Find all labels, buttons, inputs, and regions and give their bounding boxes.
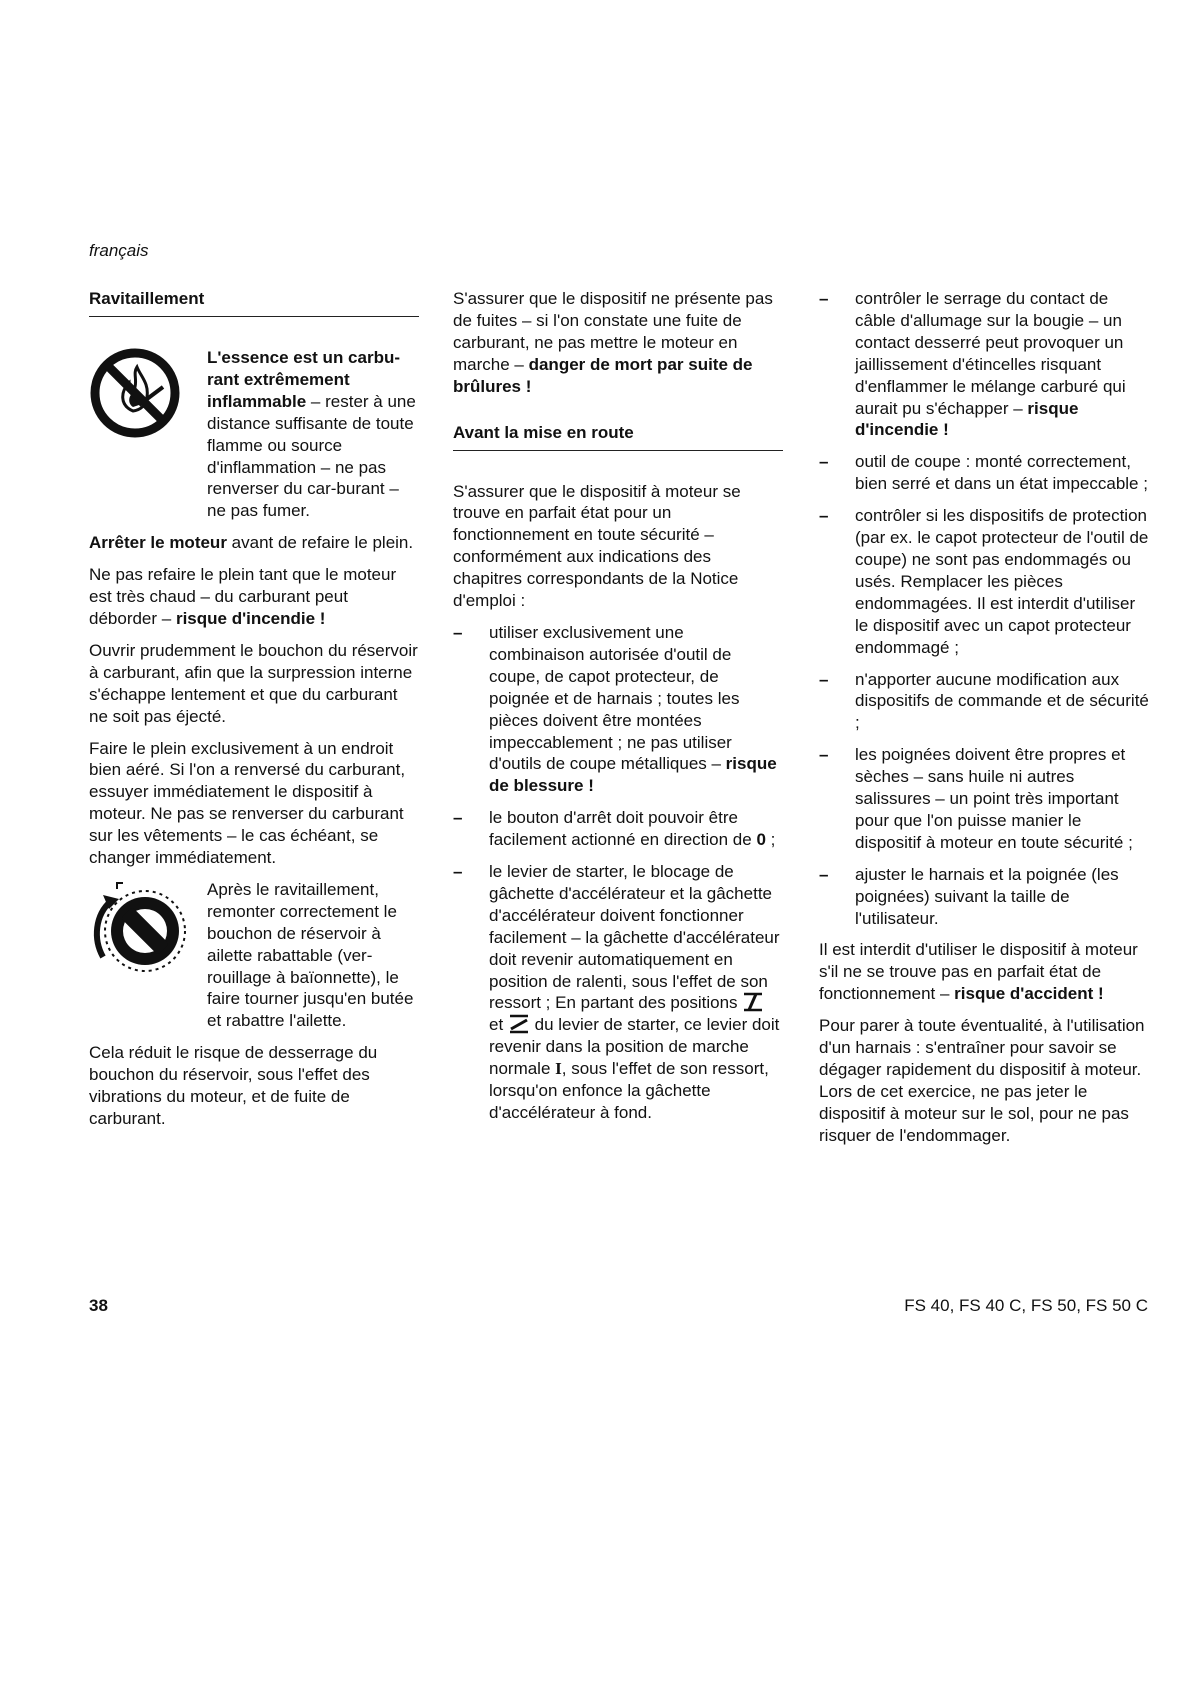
warning-text: – rester à une distance suffisante de toute flamme ou source d'inflammation – ne pas renverser du car-burant – ne pas fumer. — [207, 391, 416, 521]
stop-engine-paragraph — [89, 532, 419, 554]
tank-cap-instruction — [89, 879, 419, 1032]
accident-risk-bold: risque d'accident ! — [954, 984, 1104, 1004]
open-cap-paragraph: Ouvrir prudemment le bouchon du réservoir à carburant, afin que la surpression interne s'échappe lentement et que du carburant ne soit pas éjecté. — [89, 640, 418, 726]
column-3 — [819, 288, 1149, 1157]
list-item-text: et — [489, 1015, 508, 1035]
list-item: – contrôler si les dispositifs de protection (par ex. le capot protecteur de l'outil de coupe) ne sont pas endommagés ou usés. Remplacer les pièces endommagées. Il est interdit d'utiliser le dispositif avec un capot protecteur endommagé ; — [819, 505, 1149, 658]
list-item — [453, 807, 783, 851]
safe-condition-paragraph: S'assurer que le dispositif à moteur se trouve en parfait état pour un fonctionnement en toute sécurité – conformément aux indications des chapitres correspondants de la Notice d'emploi : — [453, 481, 741, 611]
list-item-text: contrôler le serrage du contact de câble d'allumage sur la bougie – un contact desserré peut provoquer un jaillissement d'étincelles risquant d'enflammer le mélange carburé qui aurait pu s'échapper – — [855, 289, 1126, 418]
not-allowed-paragraph — [819, 939, 1149, 1005]
list-item-text: utiliser exclusivement une combinaison autorisée d'outil de coupe, de capot protecteur, de poignée et de harnais ; toutes les pièces doivent être montées impeccablement ; ne pas utiliser d'outils de coupe métalliques – — [489, 622, 740, 774]
fire-risk-bold: risque d'incendie ! — [855, 398, 1079, 440]
choke-half-icon — [508, 1014, 530, 1034]
injury-risk-bold: risque de blessure ! — [489, 754, 777, 796]
list-item: – les poignées doivent être propres et sèches – sans huile ni autres salissures – un point très important pour que l'on puisse manier le dispositif à moteur en toute sécurité ; — [819, 744, 1149, 854]
fire-risk-bold: risque d'incendie ! — [175, 608, 326, 628]
warning-bold: L'essence est un carbu-rant extrêmement inflammable — [207, 348, 401, 411]
language-label: français — [89, 241, 149, 260]
list-item — [453, 861, 783, 1124]
leak-check-text: S'assurer que le dispositif ne présente pas de fuites – si l'on constate une fuite de carburant, ne pas mettre le moteur en marche – — [453, 289, 773, 374]
column-1 — [89, 288, 419, 1140]
no-fire-warning — [89, 347, 419, 522]
list-item: – outil de coupe : monté correctement, bien serré et dans un état impeccable ; — [819, 451, 1149, 495]
list-item: – ajuster le harnais et la poignée (les poignées) suivant la taille de l'utilisateur. — [819, 864, 1149, 930]
choke-closed-icon — [742, 992, 764, 1012]
stop-position-zero: 0 — [756, 830, 766, 850]
list-item-text: le bouton d'arrêt doit pouvoir être facilement actionné en direction de — [489, 808, 757, 850]
stop-engine-text: avant de refaire le plein. — [226, 533, 414, 553]
model-list: FS 40, FS 40 C, FS 50, FS 50 C — [904, 1296, 1148, 1315]
section-heading-refuelling: Ravitaillement — [89, 288, 419, 317]
list-item — [819, 288, 1149, 441]
no-open-flame-icon — [89, 347, 181, 439]
leak-check-paragraph — [453, 288, 783, 398]
column-2 — [453, 288, 783, 1134]
harness-practice-paragraph: Pour parer à toute éventualité, à l'utilisation d'un harnais : s'entraîner pour savoir se dégager rapidement du dispositif à moteur. Lors de cet exercice, ne pas jeter le dispositif à moteur sur le sol, pour ne pas risquer de l'endommager. — [819, 1016, 1145, 1145]
list-item-text: ; — [765, 830, 776, 850]
tank-cap-text: Après le ravitaillement, remonter correctement le bouchon de réservoir à ailette rabattable (ver-rouillage à baïonnette), le faire tourner jusqu'en butée et rabattre l'ailette. — [207, 879, 414, 1031]
stop-engine-bold: Arrêter le moteur — [89, 533, 227, 553]
list-item-text: , sous l'effet de son ressort, lorsqu'on enfonce la gâchette d'accélérateur à fond. — [489, 1059, 769, 1122]
page-number: 38 — [89, 1296, 108, 1315]
list-item: – n'apporter aucune modification aux dispositifs de commande et de sécurité ; — [819, 669, 1149, 735]
ventilated-area-paragraph: Faire le plein exclusivement à un endroit bien aéré. Si l'on a renversé du carburant, essuyer immédiatement le dispositif à moteur. Ne pas se renverser du carburant sur les vêtements – le cas échéant, se changer immédiatement. — [89, 738, 406, 868]
not-allowed-text: Il est interdit d'utiliser le dispositif à moteur s'il ne se trouve pas en parfait état de fonctionnement – — [819, 940, 1138, 1004]
list-item-text: le levier de starter, le blocage de gâchette d'accélérateur et la gâchette d'accélérateur doivent fonctionner facilement – la gâchette d'accélérateur doit revenir automatiquement en position de ralenti, sous l'effet de son ressort ; En partant des positions — [489, 862, 780, 1013]
vibration-paragraph: Cela réduit le risque de desserrage du bouchon du réservoir, sous l'effet des vibrations du moteur, et de fuite de carburant. — [89, 1043, 378, 1128]
check-list — [819, 288, 1149, 929]
burn-danger-bold: danger de mort par suite de brûlures ! — [453, 354, 753, 396]
section-heading-before-start: Avant la mise en route — [453, 422, 783, 451]
tank-cap-rotate-icon — [89, 879, 193, 979]
hot-engine-text: Ne pas refaire le plein tant que le moteur est très chaud – du carburant peut déborder – — [89, 565, 397, 628]
list-item-text: du levier de starter, ce levier doit revenir dans la position de marche normale — [489, 1015, 780, 1079]
hot-engine-paragraph — [89, 564, 419, 630]
run-position-symbol: I — [555, 1059, 562, 1079]
list-item — [453, 622, 783, 797]
before-start-list — [453, 622, 783, 1124]
